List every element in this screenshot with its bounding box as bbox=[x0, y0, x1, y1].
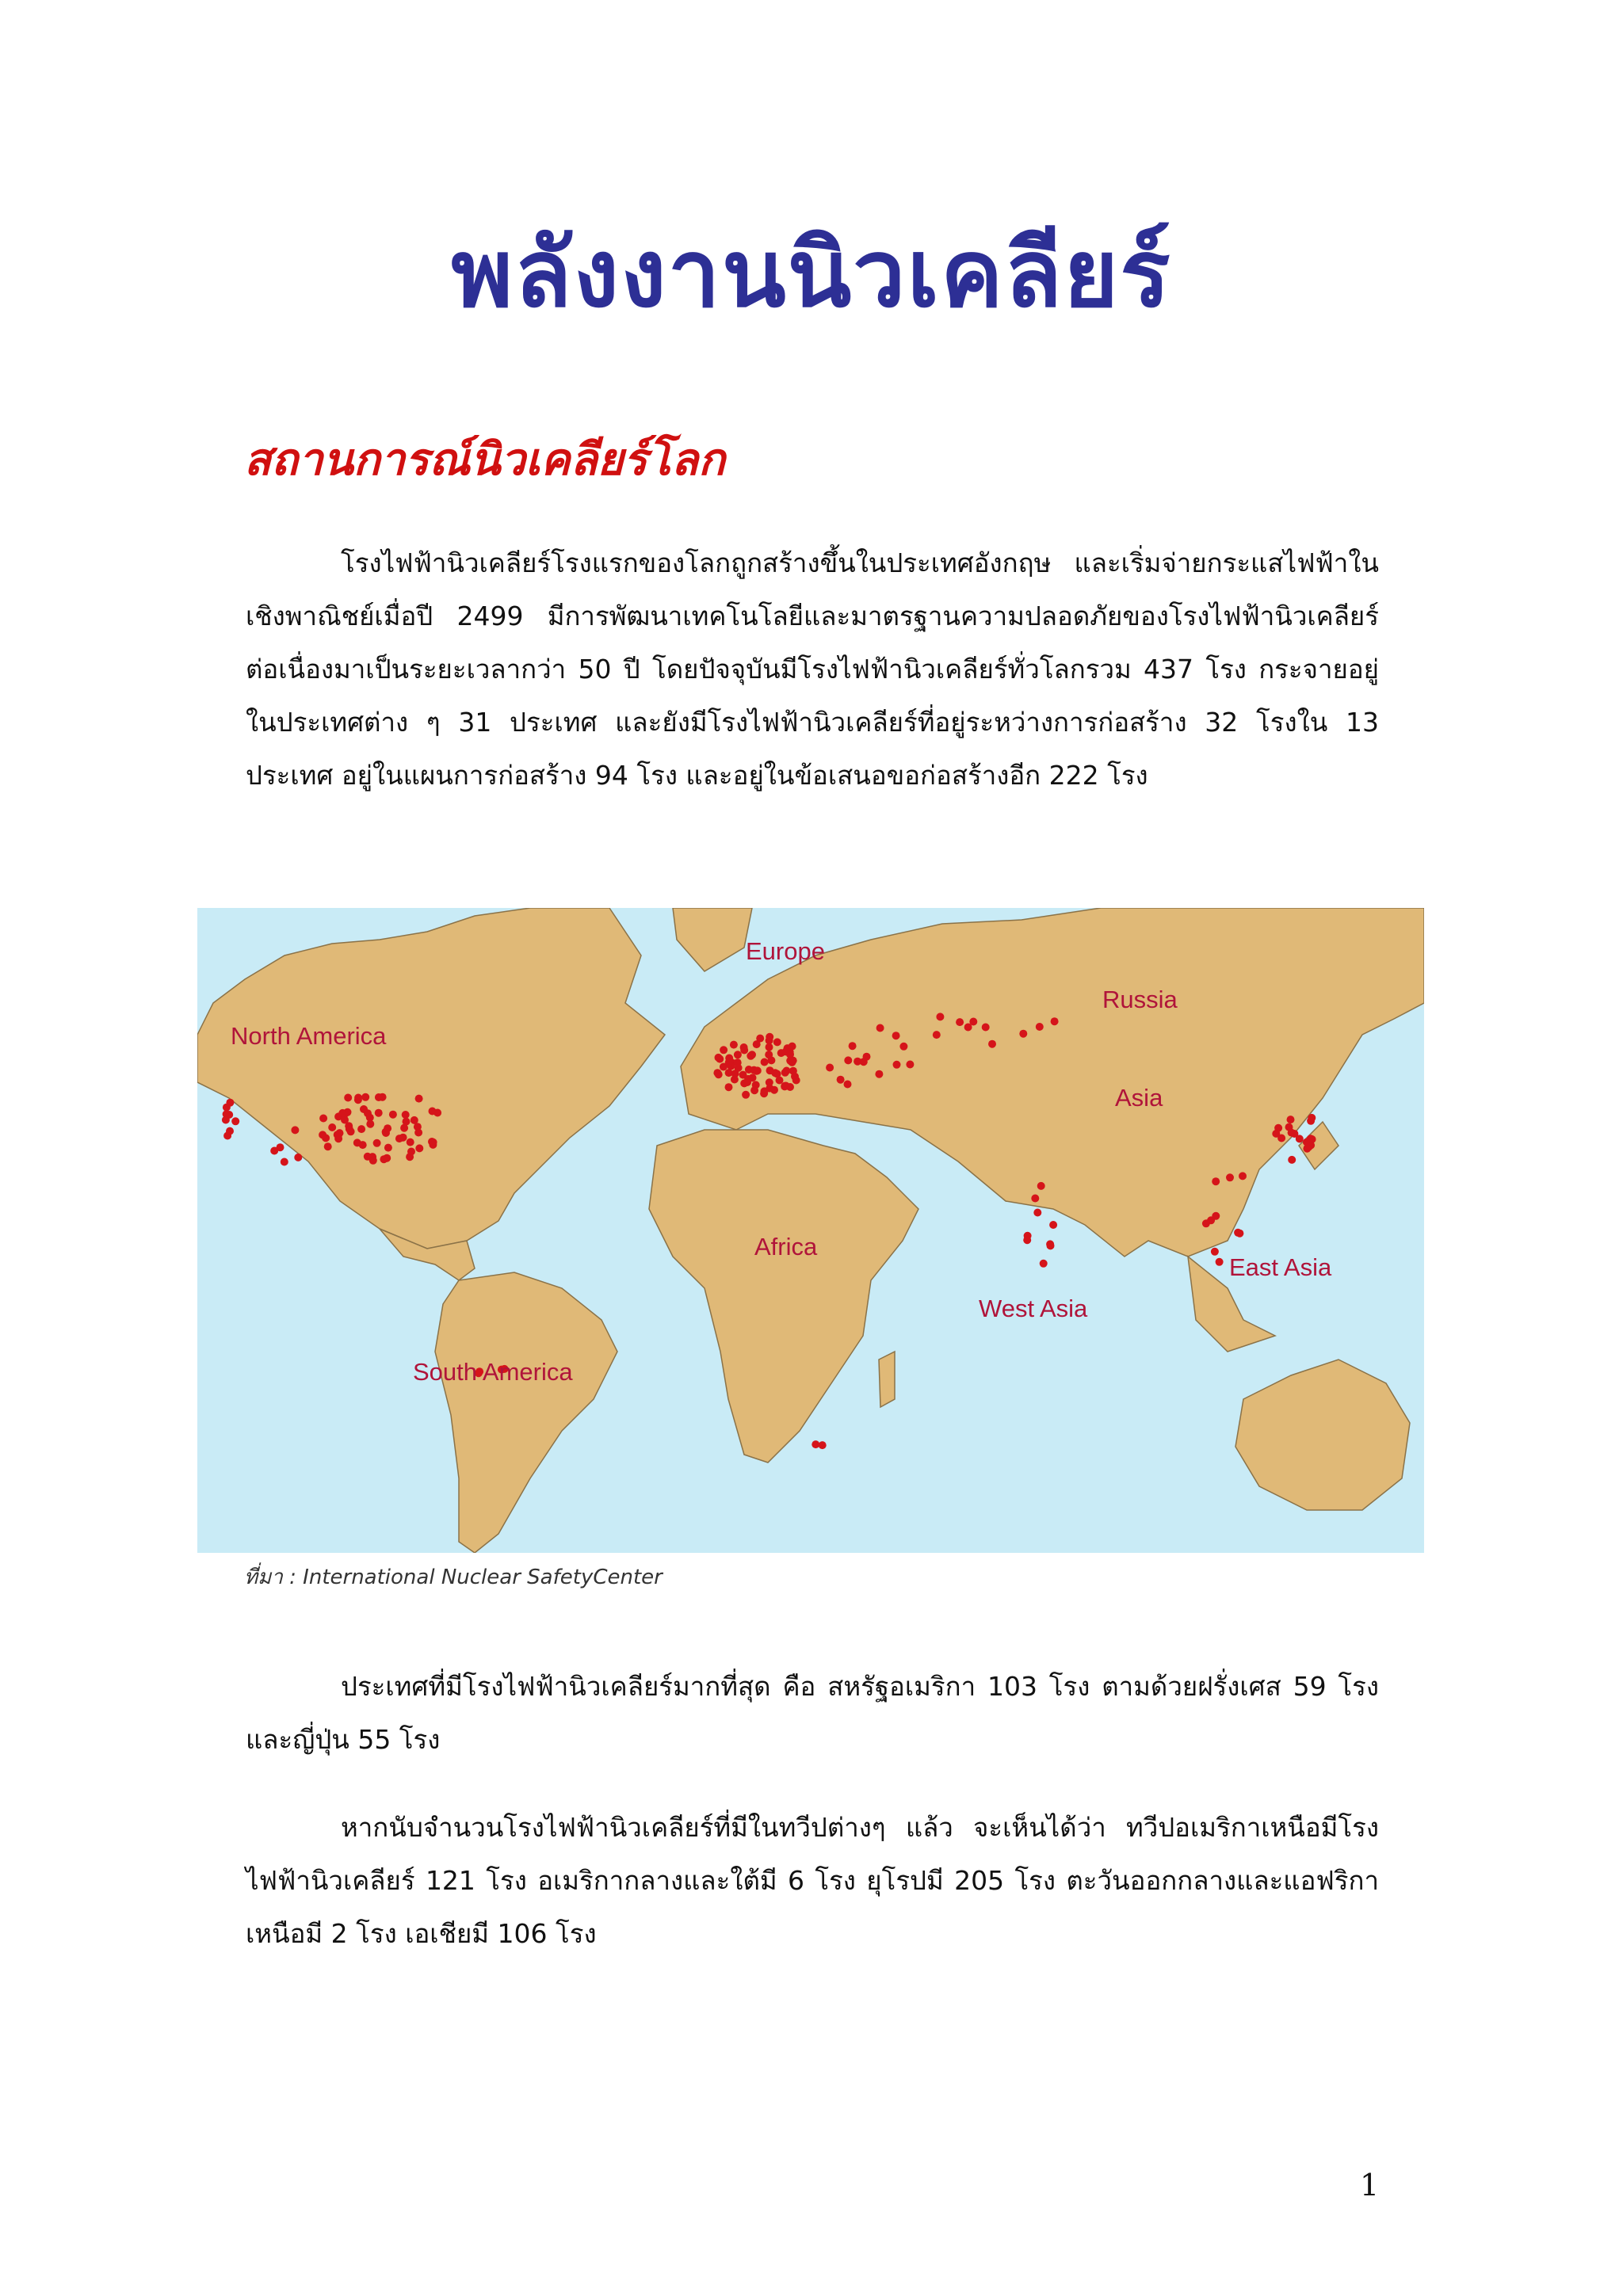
plant-marker-137 bbox=[781, 1082, 789, 1090]
plant-marker-146 bbox=[837, 1076, 845, 1084]
plant-marker-27 bbox=[357, 1125, 365, 1133]
label-asia: Asia bbox=[1115, 1084, 1163, 1112]
plant-marker-143 bbox=[725, 1058, 733, 1066]
plant-marker-19 bbox=[407, 1148, 415, 1156]
paragraph-top-countries bbox=[246, 1660, 1379, 1766]
plant-marker-163 bbox=[982, 1024, 990, 1032]
plant-marker-59 bbox=[389, 1111, 397, 1119]
plant-marker-194 bbox=[1212, 1177, 1220, 1185]
plant-marker-156 bbox=[854, 1058, 861, 1066]
plant-marker-15 bbox=[360, 1105, 368, 1113]
plant-marker-121 bbox=[761, 1058, 769, 1066]
plant-marker-48 bbox=[319, 1131, 327, 1138]
label-west-asia: West Asia bbox=[979, 1295, 1088, 1322]
plant-marker-62 bbox=[231, 1117, 239, 1125]
plant-marker-57 bbox=[384, 1124, 391, 1132]
plant-marker-152 bbox=[906, 1061, 914, 1069]
plant-marker-92 bbox=[740, 1047, 748, 1055]
paragraph-top-countries-text: ประเทศที่มีโรงไฟฟ้านิวเคลียร์มากที่สุด คือ สหรัฐอเมริกา 103 โรง ตามด้วยฝรั่งเศส 59 โรง และญี่ปุ่น 55 โรง bbox=[246, 1671, 1379, 1755]
plant-marker-58 bbox=[319, 1115, 327, 1123]
plant-marker-190 bbox=[1239, 1172, 1247, 1180]
plant-marker-67 bbox=[222, 1116, 230, 1124]
plant-marker-124 bbox=[753, 1040, 761, 1048]
page-title: พลังงานนิวเคลียร์ bbox=[451, 219, 1172, 328]
plant-marker-66 bbox=[223, 1104, 231, 1112]
plant-marker-201 bbox=[1033, 1209, 1041, 1217]
plant-marker-97 bbox=[713, 1069, 721, 1077]
plant-marker-177 bbox=[1287, 1116, 1295, 1123]
plant-marker-139 bbox=[743, 1078, 751, 1086]
plant-marker-99 bbox=[748, 1051, 756, 1058]
plant-marker-106 bbox=[742, 1091, 750, 1099]
map-svg bbox=[197, 908, 1424, 1553]
plant-marker-158 bbox=[988, 1040, 996, 1048]
paragraph-intro bbox=[246, 536, 1379, 802]
plant-marker-37 bbox=[415, 1095, 423, 1103]
plant-marker-159 bbox=[956, 1018, 964, 1026]
plant-marker-23 bbox=[346, 1125, 353, 1133]
plant-marker-135 bbox=[766, 1036, 773, 1044]
plant-marker-154 bbox=[892, 1032, 900, 1039]
plant-marker-176 bbox=[1288, 1129, 1296, 1137]
plant-marker-187 bbox=[1235, 1230, 1243, 1238]
paragraph-continents bbox=[246, 1801, 1379, 1960]
plant-marker-50 bbox=[415, 1144, 423, 1152]
plant-marker-53 bbox=[361, 1093, 369, 1101]
plant-marker-160 bbox=[936, 1013, 944, 1020]
plant-marker-107 bbox=[734, 1051, 742, 1058]
plant-marker-69 bbox=[324, 1142, 332, 1150]
plant-marker-55 bbox=[383, 1154, 391, 1162]
plant-marker-199 bbox=[1040, 1260, 1048, 1268]
plant-marker-202 bbox=[1023, 1236, 1031, 1244]
plant-marker-131 bbox=[720, 1046, 727, 1054]
label-africa: Africa bbox=[754, 1233, 818, 1261]
plant-marker-33 bbox=[336, 1129, 344, 1137]
plant-marker-150 bbox=[899, 1043, 907, 1051]
plant-marker-38 bbox=[429, 1108, 437, 1116]
plant-marker-122 bbox=[734, 1058, 742, 1066]
plant-marker-88 bbox=[715, 1054, 723, 1062]
plant-marker-141 bbox=[776, 1077, 784, 1085]
plant-marker-117 bbox=[767, 1056, 775, 1064]
plant-marker-40 bbox=[366, 1120, 374, 1128]
paragraph-continents-text: หากนับจำนวนโรงไฟฟ้านิวเคลียร์ที่มีในทวีปต่างๆ แล้ว จะเห็นได้ว่า ทวีปอเมริกาเหนือมีโรงไฟฟ้านิวเคลียร์ 121 โรง อเมริกากลางและใต้มี 6 โรง ยุโรปมี 205 โรง ตะวันออกกลางและแอฟริกาเหนือมี 2 โรง เอเชียมี 106 โรง bbox=[246, 1812, 1379, 1949]
plant-marker-41 bbox=[359, 1141, 367, 1149]
plant-marker-26 bbox=[395, 1135, 403, 1142]
plant-marker-145 bbox=[893, 1061, 901, 1069]
plant-marker-45 bbox=[414, 1123, 422, 1131]
plant-marker-151 bbox=[875, 1070, 883, 1078]
plant-marker-12 bbox=[407, 1138, 414, 1146]
label-russia: Russia bbox=[1102, 986, 1178, 1013]
plant-marker-193 bbox=[1226, 1173, 1234, 1181]
plant-marker-73 bbox=[294, 1154, 302, 1161]
plant-marker-204 bbox=[1031, 1195, 1039, 1203]
plant-marker-210 bbox=[819, 1441, 827, 1449]
source-caption: ที่มา : International Nuclear SafetyCenter bbox=[244, 1566, 663, 1589]
plant-marker-153 bbox=[844, 1081, 852, 1089]
plant-marker-200 bbox=[1046, 1240, 1054, 1248]
plant-marker-148 bbox=[826, 1064, 834, 1072]
plant-marker-138 bbox=[789, 1057, 797, 1065]
plant-marker-115 bbox=[791, 1073, 799, 1081]
plant-marker-198 bbox=[1037, 1182, 1045, 1190]
plant-marker-209 bbox=[812, 1440, 819, 1448]
plant-marker-175 bbox=[1288, 1156, 1296, 1164]
plant-marker-147 bbox=[876, 1024, 884, 1032]
plant-marker-71 bbox=[281, 1158, 288, 1166]
label-north-america: North America bbox=[231, 1022, 387, 1050]
plant-marker-54 bbox=[344, 1094, 352, 1102]
plant-marker-165 bbox=[1019, 1030, 1027, 1038]
plant-marker-113 bbox=[731, 1076, 739, 1084]
label-south-america: South America bbox=[413, 1358, 573, 1386]
label-europe: Europe bbox=[746, 937, 825, 965]
plant-marker-89 bbox=[730, 1041, 738, 1049]
plant-marker-170 bbox=[1307, 1117, 1315, 1125]
plant-marker-188 bbox=[1216, 1258, 1224, 1266]
plant-marker-136 bbox=[750, 1086, 758, 1094]
plant-marker-116 bbox=[725, 1069, 733, 1077]
plant-marker-125 bbox=[761, 1087, 769, 1095]
plant-marker-52 bbox=[400, 1124, 408, 1132]
plant-marker-157 bbox=[844, 1056, 852, 1064]
plant-marker-49 bbox=[338, 1109, 346, 1117]
plant-marker-39 bbox=[375, 1093, 383, 1101]
label-east-asia: East Asia bbox=[1229, 1253, 1332, 1281]
plant-marker-44 bbox=[369, 1157, 377, 1165]
plant-marker-51 bbox=[402, 1111, 410, 1119]
plant-marker-42 bbox=[384, 1144, 392, 1152]
section-heading: สถานการณ์นิวเคลียร์โลก bbox=[244, 434, 726, 486]
plant-marker-155 bbox=[863, 1053, 871, 1061]
page-number: 1 bbox=[1360, 2168, 1380, 2203]
plant-marker-191 bbox=[1211, 1248, 1219, 1256]
plant-marker-126 bbox=[789, 1043, 796, 1051]
plant-marker-144 bbox=[849, 1042, 857, 1050]
plant-marker-185 bbox=[1303, 1145, 1311, 1153]
plant-marker-203 bbox=[1049, 1221, 1057, 1229]
plant-marker-166 bbox=[933, 1031, 941, 1039]
land-madagascar bbox=[879, 1352, 895, 1407]
paragraph-intro-text: โรงไฟฟ้านิวเคลียร์โรงแรกของโลกถูกสร้างขึ้นในประเทศอังกฤษ และเริ่มจ่ายกระแสไฟฟ้าในเชิงพาณิชย์เมื่อปี 2499 มีการพัฒนาเทคโนโลยีและมาตรฐานความปลอดภัยของโรงไฟฟ้านิวเคลียร์ต่อเนื่องมาเป็นระยะเวลากว่า 50 ปี โดยปัจจุบันมีโรงไฟฟ้านิวเคลียร์ทั่วโลกรวม 437 โรง กระจายอยู่ในประเทศต่าง ๆ 31 ประเทศ และยังมีโรงไฟฟ้านิวเคลียร์ที่อยู่ระหว่างการก่อสร้าง 32 โรงใน 13 ประเทศ อยู่ในแผนการก่อสร้าง 94 โรง และอยู่ในข้อเสนอขอก่อสร้างอีก 222 โรง bbox=[246, 547, 1379, 791]
plant-marker-104 bbox=[770, 1086, 778, 1094]
plant-marker-182 bbox=[1272, 1130, 1280, 1138]
plant-marker-70 bbox=[270, 1147, 278, 1155]
plant-marker-72 bbox=[291, 1126, 299, 1134]
plant-marker-63 bbox=[226, 1127, 234, 1135]
plant-marker-0 bbox=[328, 1123, 336, 1131]
plant-marker-47 bbox=[429, 1141, 437, 1149]
world-nuclear-map bbox=[197, 908, 1424, 1553]
plant-marker-34 bbox=[373, 1139, 381, 1147]
plant-marker-192 bbox=[1212, 1212, 1220, 1220]
plant-marker-162 bbox=[1036, 1023, 1044, 1031]
plant-marker-167 bbox=[1051, 1017, 1059, 1025]
plant-marker-164 bbox=[969, 1018, 977, 1026]
plant-marker-142 bbox=[773, 1038, 781, 1046]
plant-marker-35 bbox=[375, 1109, 383, 1117]
plant-marker-195 bbox=[1202, 1219, 1210, 1227]
plant-marker-119 bbox=[750, 1066, 758, 1074]
plant-marker-103 bbox=[783, 1067, 791, 1075]
plant-marker-127 bbox=[725, 1083, 733, 1091]
plant-marker-43 bbox=[354, 1094, 362, 1102]
